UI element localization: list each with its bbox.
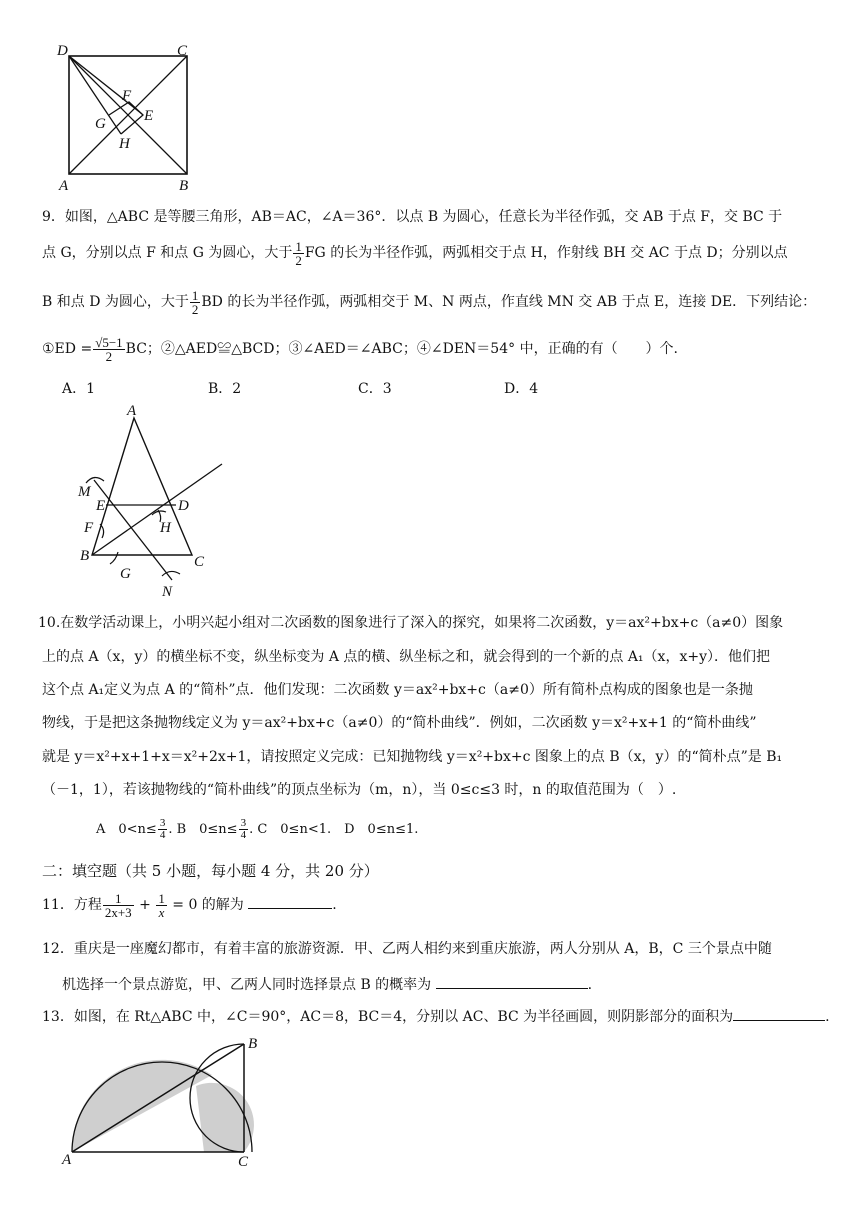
q11-end: . [332, 897, 337, 913]
q12-end: . [587, 977, 593, 993]
q10-option-b-fraction [239, 818, 249, 841]
q9-line3 [42, 287, 816, 317]
triangle-figure [72, 400, 232, 600]
frac-denominator: x [158, 904, 165, 920]
label-F: F [84, 520, 94, 536]
q13 [42, 1006, 830, 1026]
q9-line4 [42, 334, 678, 364]
q9-option-b: B．2 [208, 381, 242, 397]
q9-line4-a: ①ED = [42, 341, 93, 357]
q9-line1: 9．如图，△ABC 是等腰三角形，AB＝AC，∠A＝36°．以点 B 为圆心，任意长为半径作弧，交 AB 于点 F，交 BC 于 [42, 209, 783, 225]
label-B: B [248, 1036, 258, 1052]
q9-option-a: A．1 [62, 381, 96, 397]
label-M: M [78, 484, 91, 500]
frac-numerator: 1 [295, 238, 302, 254]
label-F: F [122, 88, 132, 104]
q10-option-c-d: . C 0≤n<1. D 0≤n≤1. [249, 822, 419, 837]
q12-line1: 12．重庆是一座魔幻都市，有着丰富的旅游资源．甲、乙两人相约来到重庆旅游，两人分别从 A，B，C 三个景点中随 [42, 941, 772, 957]
label-A: A [59, 178, 69, 194]
label-G: G [120, 566, 131, 582]
square-figure [55, 42, 205, 197]
q11-prefix: 11．方程 [42, 897, 102, 913]
frac-denominator: 2 [105, 348, 113, 364]
q13-text: 13．如图，在 Rt△ABC 中，∠C＝90°，AC＝8，BC＝4，分别以 AC、BC 为半径画圆，则阴影部分的面积为 [42, 1009, 734, 1025]
frac-numerator: 3 [240, 817, 247, 829]
q11 [42, 888, 337, 922]
frac-denominator: 4 [159, 829, 166, 841]
q10-line3: 这个点 A₁定义为点 A 的“简朴”点．他们发现：二次函数 y＝ax²+bx+c（a≠0）所有简朴点构成的图象也是一条抛 [42, 682, 753, 698]
frac-numerator: 1 [103, 892, 134, 906]
label-E: E [144, 108, 154, 124]
frac-numerator: 3 [159, 817, 166, 829]
q10-line1: 10.在数学活动课上，小明兴起小组对二次函数的图象进行了深入的探究，如果将二次函数，y＝ax²+bx+c（a≠0）图象 [38, 615, 784, 631]
q9-option-d: D．4 [504, 381, 539, 397]
q9-line3-fraction [190, 289, 201, 316]
q9-line2-fraction [293, 240, 304, 267]
q9-option-c: C．3 [358, 381, 392, 397]
frac-numerator: 1 [158, 890, 165, 906]
q11-suffix: = 0 的解为 [172, 897, 244, 913]
label-A: A [62, 1152, 72, 1168]
q9-line4-fraction [93, 336, 124, 363]
q9-line4-b: BC；②△AED≌△BCD；③∠AED＝∠ABC；④∠DEN＝54° 中，正确的有（ ）个. [125, 341, 679, 357]
section-heading: 二：填空题（共 5 小题，每小题 4 分，共 20 分） [42, 862, 379, 880]
q9-line3-a: B 和点 D 为圆心，大于 [42, 294, 189, 310]
label-D: D [57, 43, 68, 59]
label-C: C [177, 43, 188, 59]
label-H: H [160, 520, 171, 536]
frac-denominator: 4 [240, 829, 247, 841]
label-B: B [80, 548, 90, 564]
label-H: H [119, 136, 130, 152]
q11-plus: + [139, 897, 151, 913]
q11-fraction-1 [103, 892, 134, 919]
q9-line2 [42, 238, 788, 268]
q10-line2: 上的点 A（x，y）的横坐标不变，纵坐标变为 A 点的横、纵坐标之和，就会得到的一个新的点 A₁（x，x+y）．他们把 [42, 649, 770, 665]
label-C: C [194, 554, 205, 570]
q9-line3-b: BD 的长为半径作弧，两弧相交于 M、N 两点，作直线 MN 交 AB 于点 E，连接 DE．下列结论： [201, 294, 817, 310]
label-N: N [162, 584, 173, 600]
frac-denominator: 2 [295, 252, 302, 268]
q11-answer-blank[interactable] [248, 894, 332, 909]
frac-denominator: 2x+3 [104, 904, 132, 920]
q13-answer-blank[interactable] [733, 1006, 825, 1021]
label-B: B [179, 178, 189, 194]
q10-option-b: . B 0≤n≤ [168, 822, 238, 837]
label-C: C [238, 1154, 249, 1170]
label-D: D [178, 498, 189, 514]
q13-end: . [825, 1009, 830, 1025]
q9-line2-b: FG 的长为半径作弧，两弧相交于点 H，作射线 BH 交 AC 于点 D；分别以点 [304, 245, 788, 261]
label-G: G [95, 116, 106, 132]
q12-line2-text: 机选择一个景点游览，甲、乙两人同时选择景点 B 的概率为 [62, 977, 432, 993]
q10-line5: 就是 y＝x²+x+1+x＝x²+2x+1，请按照定义完成：已知抛物线 y＝x²+bx+c 图象上的点 B（x，y）的“简朴点”是 B₁ [42, 749, 783, 765]
q10-options [96, 816, 418, 844]
q11-fraction-2 [156, 892, 167, 919]
semicircle-figure [58, 1030, 268, 1170]
q10-line4: 物线，于是把这条抛物线定义为 y＝ax²+bx+c（a≠0）的“简朴曲线”．例如，二次函数 y＝x²+x+1 的“简朴曲线” [42, 715, 757, 731]
q10-option-a: A 0<n≤ [96, 822, 157, 837]
frac-denominator: 2 [191, 301, 199, 317]
frac-numerator: √5−1 [95, 334, 123, 350]
q10-line6: （－1，1），若该抛物线的“简朴曲线”的顶点坐标为（m，n），当 0≤c≤3 时，n 的取值范围为（ ）. [42, 782, 677, 798]
label-E: E [96, 498, 106, 514]
q9-line2-a: 点 G，分别以点 F 和点 G 为圆心，大于 [42, 245, 293, 261]
q12-answer-blank[interactable] [436, 974, 588, 989]
q10-option-a-fraction [158, 818, 168, 841]
label-A: A [127, 403, 137, 419]
q12-line2 [62, 974, 592, 994]
frac-numerator: 1 [191, 287, 199, 303]
